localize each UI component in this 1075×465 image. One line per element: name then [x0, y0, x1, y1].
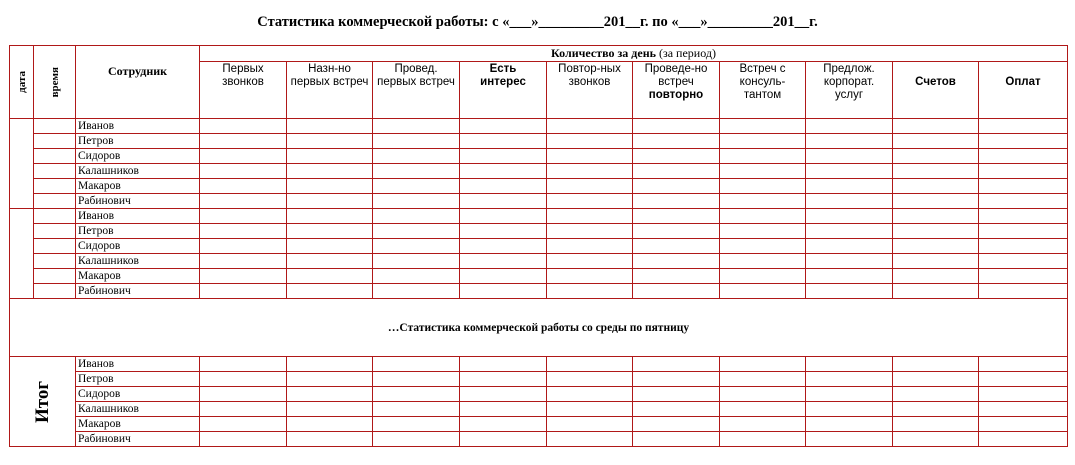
value-cell[interactable] [720, 149, 806, 164]
column-header-1 [200, 62, 287, 119]
value-cell[interactable] [979, 164, 1068, 179]
value-cell[interactable] [373, 372, 460, 387]
table-row [10, 194, 1068, 209]
value-cell[interactable] [806, 224, 893, 239]
column-header-line: Предлож. [823, 63, 875, 75]
table-row [10, 119, 1068, 134]
value-cell[interactable] [373, 254, 460, 269]
value-cell[interactable] [720, 224, 806, 239]
value-cell[interactable] [460, 134, 547, 149]
value-cell[interactable] [373, 357, 460, 372]
value-cell[interactable] [806, 417, 893, 432]
employee-name: Макаров [76, 269, 200, 284]
value-cell[interactable] [633, 119, 720, 134]
value-cell[interactable] [460, 387, 547, 402]
value-cell[interactable] [806, 402, 893, 417]
value-cell[interactable] [979, 284, 1068, 299]
value-cell[interactable] [460, 119, 547, 134]
value-cell[interactable] [633, 134, 720, 149]
value-cell[interactable] [287, 402, 373, 417]
value-cell[interactable] [287, 269, 373, 284]
value-cell[interactable] [720, 402, 806, 417]
value-cell[interactable] [633, 224, 720, 239]
value-cell[interactable] [979, 194, 1068, 209]
column-header-line: Встреч с [739, 63, 786, 75]
value-cell[interactable] [200, 432, 287, 447]
value-cell[interactable] [633, 194, 720, 209]
date-header [10, 46, 34, 119]
value-cell[interactable] [720, 119, 806, 134]
value-cell[interactable] [200, 357, 287, 372]
value-cell[interactable] [460, 372, 547, 387]
value-cell[interactable] [979, 149, 1068, 164]
value-cell[interactable] [633, 254, 720, 269]
value-cell[interactable] [200, 164, 287, 179]
value-cell[interactable] [287, 209, 373, 224]
value-cell[interactable] [460, 194, 547, 209]
value-cell[interactable] [373, 284, 460, 299]
time-cell[interactable] [34, 134, 76, 149]
value-cell[interactable] [373, 164, 460, 179]
value-cell[interactable] [979, 357, 1068, 372]
value-cell[interactable] [373, 387, 460, 402]
value-cell[interactable] [547, 179, 633, 194]
employee-name: Иванов [76, 209, 200, 224]
value-cell[interactable] [287, 164, 373, 179]
time-cell[interactable] [34, 149, 76, 164]
table-row [10, 402, 1068, 417]
value-cell[interactable] [979, 224, 1068, 239]
value-cell[interactable] [720, 164, 806, 179]
value-cell[interactable] [547, 417, 633, 432]
value-cell[interactable] [720, 357, 806, 372]
value-cell[interactable] [806, 432, 893, 447]
column-header-line: услуг [834, 89, 864, 101]
time-cell[interactable] [34, 254, 76, 269]
value-cell[interactable] [547, 164, 633, 179]
column-header-line: Есть [489, 63, 517, 75]
value-cell[interactable] [893, 402, 979, 417]
employee-name: Петров [76, 372, 200, 387]
column-header-line: повторно [648, 89, 704, 101]
value-cell[interactable] [460, 269, 547, 284]
value-cell[interactable] [547, 372, 633, 387]
time-cell[interactable] [34, 194, 76, 209]
column-header-7 [720, 62, 806, 119]
value-cell[interactable] [633, 402, 720, 417]
time-cell[interactable] [34, 224, 76, 239]
table-row [10, 387, 1068, 402]
value-cell[interactable] [633, 284, 720, 299]
value-cell[interactable] [547, 134, 633, 149]
time-header-label: время [48, 66, 61, 98]
value-cell[interactable] [460, 432, 547, 447]
value-cell[interactable] [287, 224, 373, 239]
value-cell[interactable] [547, 402, 633, 417]
value-cell[interactable] [200, 254, 287, 269]
column-header-5 [547, 62, 633, 119]
value-cell[interactable] [720, 387, 806, 402]
value-cell[interactable] [200, 179, 287, 194]
column-header-line: звонков [222, 76, 264, 88]
value-cell[interactable] [547, 432, 633, 447]
value-cell[interactable] [979, 432, 1068, 447]
column-header-2 [287, 62, 373, 119]
value-cell[interactable] [200, 239, 287, 254]
table-row [10, 224, 1068, 239]
column-header-line: тантом [743, 89, 782, 101]
value-cell[interactable] [979, 372, 1068, 387]
employee-name: Петров [76, 134, 200, 149]
value-cell[interactable] [547, 239, 633, 254]
value-cell[interactable] [547, 387, 633, 402]
table-row [10, 417, 1068, 432]
value-cell[interactable] [373, 119, 460, 134]
value-cell[interactable] [979, 134, 1068, 149]
value-cell[interactable] [720, 417, 806, 432]
value-cell[interactable] [633, 372, 720, 387]
value-cell[interactable] [373, 224, 460, 239]
table-row [10, 357, 1068, 372]
value-cell[interactable] [806, 372, 893, 387]
employee-header: Сотрудник [76, 46, 200, 119]
value-cell[interactable] [287, 417, 373, 432]
column-header-line: Повтор-ных [558, 63, 621, 75]
value-cell[interactable] [893, 254, 979, 269]
table-row [10, 254, 1068, 269]
value-cell[interactable] [547, 209, 633, 224]
total-label: Итог [31, 380, 53, 423]
value-cell[interactable] [893, 269, 979, 284]
value-cell[interactable] [200, 284, 287, 299]
value-cell[interactable] [979, 179, 1068, 194]
group-header [200, 46, 1068, 62]
value-cell[interactable] [200, 149, 287, 164]
value-cell[interactable] [979, 209, 1068, 224]
value-cell[interactable] [200, 372, 287, 387]
value-cell[interactable] [287, 357, 373, 372]
value-cell[interactable] [893, 149, 979, 164]
value-cell[interactable] [460, 417, 547, 432]
value-cell[interactable] [893, 119, 979, 134]
value-cell[interactable] [893, 357, 979, 372]
value-cell[interactable] [287, 254, 373, 269]
date-cell[interactable] [10, 209, 34, 299]
column-header-8 [806, 62, 893, 119]
value-cell[interactable] [893, 179, 979, 194]
value-cell[interactable] [806, 194, 893, 209]
value-cell[interactable] [806, 179, 893, 194]
value-cell[interactable] [200, 224, 287, 239]
value-cell[interactable] [806, 119, 893, 134]
employee-name: Сидоров [76, 149, 200, 164]
value-cell[interactable] [373, 179, 460, 194]
value-cell[interactable] [720, 134, 806, 149]
value-cell[interactable] [287, 239, 373, 254]
time-cell[interactable] [34, 209, 76, 224]
table-row [10, 269, 1068, 284]
value-cell[interactable] [893, 209, 979, 224]
date-header-label: дата [15, 71, 28, 93]
value-cell[interactable] [893, 134, 979, 149]
value-cell[interactable] [373, 149, 460, 164]
value-cell[interactable] [287, 149, 373, 164]
value-cell[interactable] [633, 239, 720, 254]
table-row [10, 284, 1068, 299]
value-cell[interactable] [547, 119, 633, 134]
value-cell[interactable] [287, 432, 373, 447]
column-header-line: Первых [222, 63, 264, 75]
time-cell[interactable] [34, 179, 76, 194]
time-cell[interactable] [34, 119, 76, 134]
value-cell[interactable] [806, 149, 893, 164]
value-cell[interactable] [806, 164, 893, 179]
value-cell[interactable] [373, 134, 460, 149]
value-cell[interactable] [893, 417, 979, 432]
employee-name: Рабинович [76, 284, 200, 299]
column-header-line: Провед. [394, 63, 438, 75]
column-header-line: первых встреч [377, 76, 455, 88]
column-header-10 [979, 62, 1068, 119]
table-row [10, 179, 1068, 194]
table-row [10, 432, 1068, 447]
value-cell[interactable] [287, 387, 373, 402]
column-header-9 [893, 62, 979, 119]
value-cell[interactable] [373, 432, 460, 447]
value-cell[interactable] [806, 387, 893, 402]
value-cell[interactable] [547, 284, 633, 299]
employee-name: Макаров [76, 417, 200, 432]
value-cell[interactable] [720, 284, 806, 299]
value-cell[interactable] [893, 194, 979, 209]
middle-row [10, 299, 1068, 357]
employee-name: Калашников [76, 164, 200, 179]
value-cell[interactable] [979, 402, 1068, 417]
value-cell[interactable] [287, 194, 373, 209]
statistics-table [9, 45, 1068, 447]
value-cell[interactable] [287, 134, 373, 149]
time-header [34, 46, 76, 119]
value-cell[interactable] [373, 417, 460, 432]
value-cell[interactable] [547, 254, 633, 269]
employee-name: Калашников [76, 254, 200, 269]
value-cell[interactable] [893, 372, 979, 387]
time-cell[interactable] [34, 164, 76, 179]
column-header-line: первых встреч [290, 76, 369, 88]
value-cell[interactable] [633, 417, 720, 432]
employee-name: Сидоров [76, 387, 200, 402]
employee-name: Макаров [76, 179, 200, 194]
column-header-line: корпорат. [823, 76, 875, 88]
value-cell[interactable] [979, 387, 1068, 402]
value-cell[interactable] [893, 239, 979, 254]
value-cell[interactable] [547, 269, 633, 284]
value-cell[interactable] [287, 119, 373, 134]
value-cell[interactable] [373, 239, 460, 254]
table-row [10, 134, 1068, 149]
value-cell[interactable] [200, 209, 287, 224]
time-cell[interactable] [34, 239, 76, 254]
value-cell[interactable] [633, 149, 720, 164]
value-cell[interactable] [460, 224, 547, 239]
value-cell[interactable] [460, 149, 547, 164]
value-cell[interactable] [633, 179, 720, 194]
value-cell[interactable] [720, 209, 806, 224]
value-cell[interactable] [633, 357, 720, 372]
value-cell[interactable] [460, 357, 547, 372]
column-header-6 [633, 62, 720, 119]
value-cell[interactable] [547, 194, 633, 209]
value-cell[interactable] [287, 284, 373, 299]
table-row [10, 239, 1068, 254]
value-cell[interactable] [633, 387, 720, 402]
value-cell[interactable] [979, 254, 1068, 269]
document-title: Статистика коммерческой работы: с «___»_________201__г. по «___»_________201__г. [257, 14, 818, 30]
column-header-line: Назн-но [308, 63, 351, 75]
column-header-4 [460, 62, 547, 119]
value-cell[interactable] [720, 372, 806, 387]
value-cell[interactable] [373, 194, 460, 209]
value-cell[interactable] [806, 239, 893, 254]
value-cell[interactable] [720, 254, 806, 269]
employee-name: Калашников [76, 402, 200, 417]
column-header-line: интерес [480, 76, 526, 88]
value-cell[interactable] [460, 239, 547, 254]
value-cell[interactable] [373, 269, 460, 284]
employee-name: Иванов [76, 357, 200, 372]
value-cell[interactable] [806, 254, 893, 269]
value-cell[interactable] [979, 269, 1068, 284]
value-cell[interactable] [633, 432, 720, 447]
date-cell[interactable] [10, 119, 34, 209]
value-cell[interactable] [893, 432, 979, 447]
value-cell[interactable] [633, 209, 720, 224]
value-cell[interactable] [633, 164, 720, 179]
value-cell[interactable] [373, 402, 460, 417]
column-header-line: Счетов [915, 76, 956, 88]
value-cell[interactable] [979, 239, 1068, 254]
value-cell[interactable] [460, 164, 547, 179]
value-cell[interactable] [200, 194, 287, 209]
value-cell[interactable] [200, 269, 287, 284]
value-cell[interactable] [979, 119, 1068, 134]
value-cell[interactable] [460, 209, 547, 224]
employee-name: Иванов [76, 119, 200, 134]
value-cell[interactable] [200, 402, 287, 417]
group-header-normal: (за период) [658, 46, 716, 60]
table-row [10, 209, 1068, 224]
employee-name: Рабинович [76, 432, 200, 447]
value-cell[interactable] [720, 269, 806, 284]
employee-name: Рабинович [76, 194, 200, 209]
value-cell[interactable] [893, 387, 979, 402]
table-row [10, 372, 1068, 387]
employee-name: Сидоров [76, 239, 200, 254]
value-cell[interactable] [806, 269, 893, 284]
group-header-bold: Количество за день [551, 46, 656, 60]
value-cell[interactable] [893, 284, 979, 299]
value-cell[interactable] [200, 119, 287, 134]
value-cell[interactable] [720, 239, 806, 254]
column-header-line: консуль- [739, 76, 786, 88]
value-cell[interactable] [720, 194, 806, 209]
value-cell[interactable] [806, 134, 893, 149]
value-cell[interactable] [373, 209, 460, 224]
column-header-line: Проведе-но [644, 63, 708, 75]
value-cell[interactable] [720, 432, 806, 447]
value-cell[interactable] [720, 179, 806, 194]
middle-text: …Статистика коммерческой работы со среды по пятницу [10, 299, 1068, 357]
table-row [10, 149, 1068, 164]
value-cell[interactable] [633, 269, 720, 284]
value-cell[interactable] [547, 149, 633, 164]
value-cell[interactable] [547, 357, 633, 372]
value-cell[interactable] [200, 387, 287, 402]
employee-name: Петров [76, 224, 200, 239]
time-cell[interactable] [34, 284, 76, 299]
total-label-cell [10, 357, 76, 447]
value-cell[interactable] [200, 417, 287, 432]
value-cell[interactable] [893, 164, 979, 179]
value-cell[interactable] [460, 254, 547, 269]
value-cell[interactable] [806, 284, 893, 299]
column-header-line: звонков [568, 76, 611, 88]
value-cell[interactable] [460, 284, 547, 299]
value-cell[interactable] [547, 224, 633, 239]
column-header-line: Оплат [1005, 76, 1041, 88]
table-row [10, 164, 1068, 179]
time-cell[interactable] [34, 269, 76, 284]
value-cell[interactable] [287, 372, 373, 387]
value-cell[interactable] [806, 357, 893, 372]
value-cell[interactable] [460, 402, 547, 417]
column-header-line: встреч [658, 76, 694, 88]
value-cell[interactable] [979, 417, 1068, 432]
value-cell[interactable] [460, 179, 547, 194]
value-cell[interactable] [287, 179, 373, 194]
value-cell[interactable] [806, 209, 893, 224]
column-header-3 [373, 62, 460, 119]
value-cell[interactable] [200, 134, 287, 149]
value-cell[interactable] [893, 224, 979, 239]
